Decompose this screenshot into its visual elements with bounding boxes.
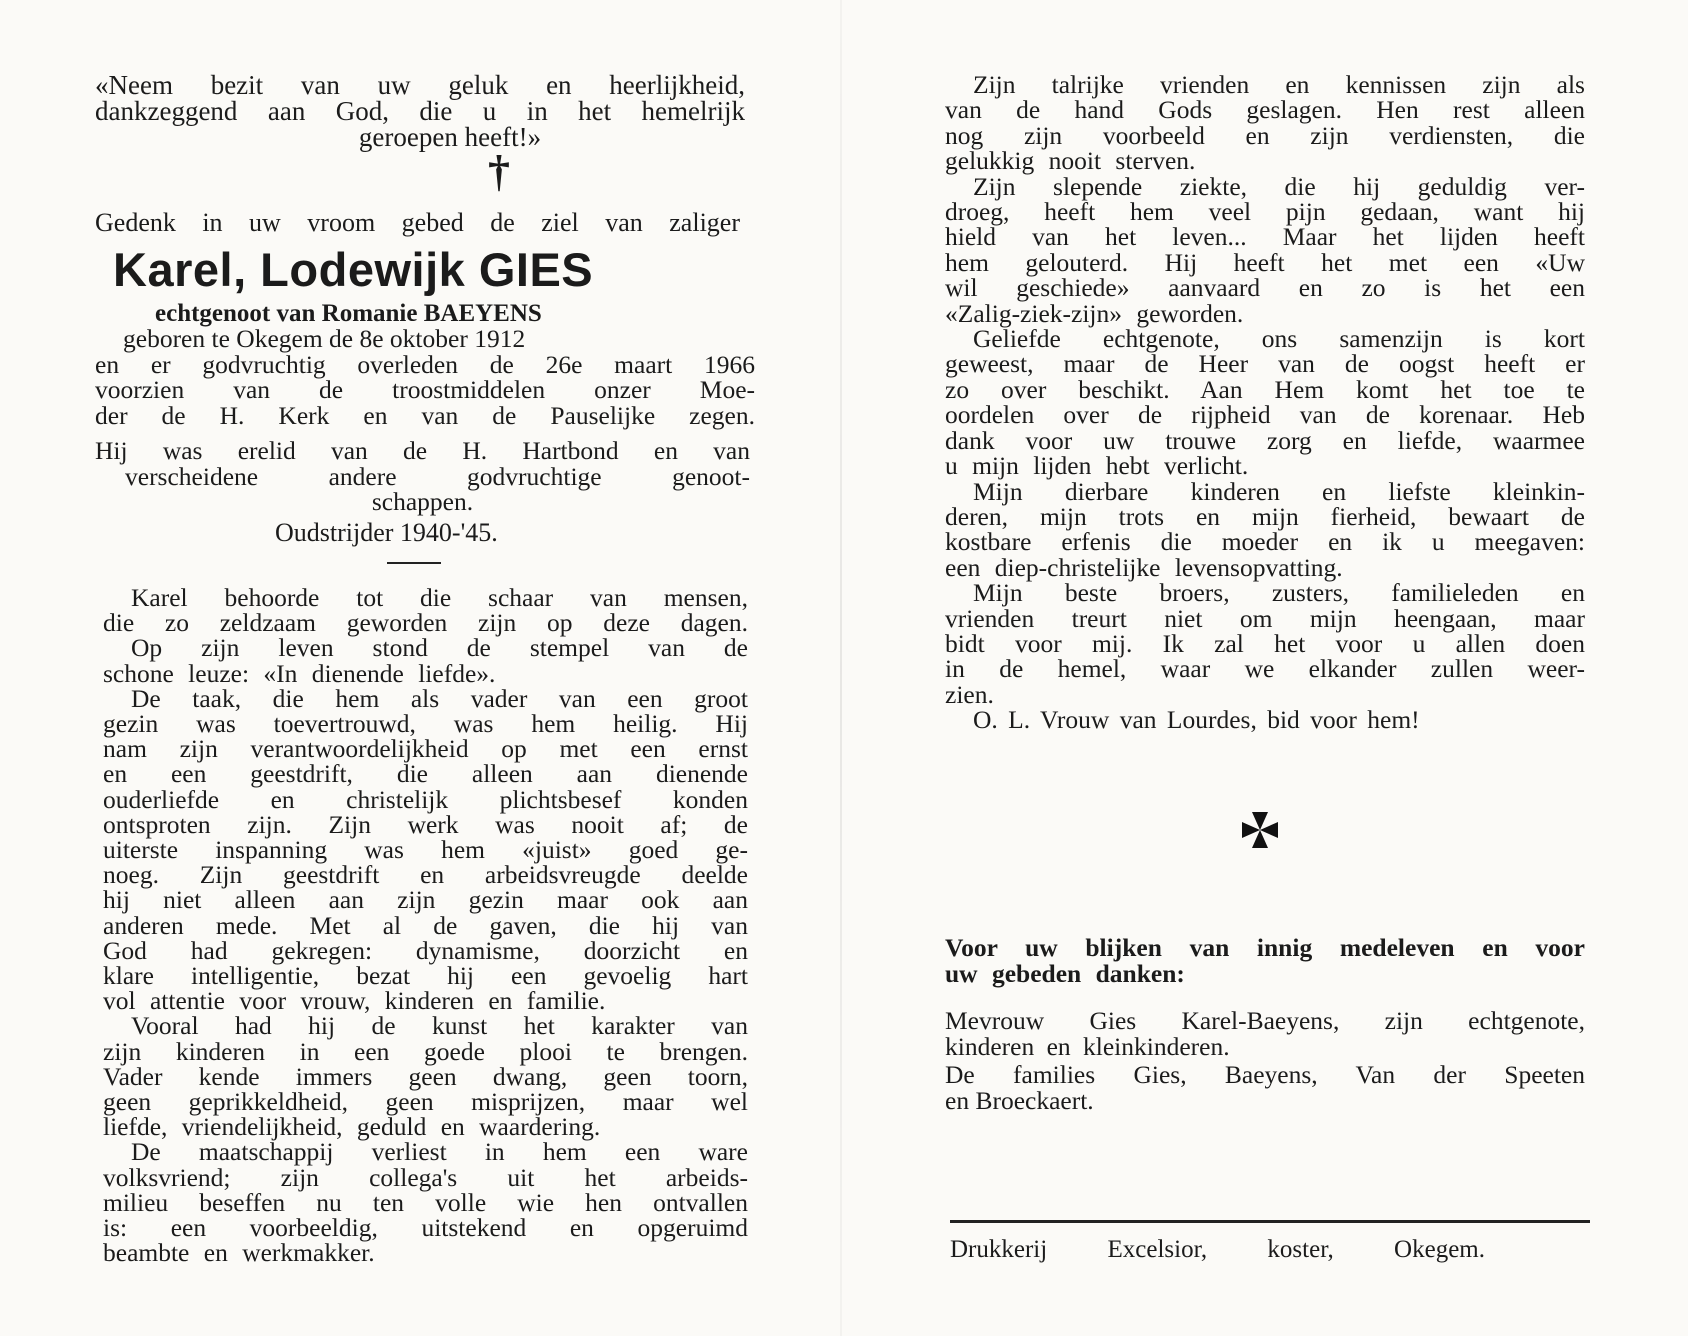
text-line: God had gekregen: dynamisme, doorzicht en <box>103 935 748 965</box>
erelid-line: verscheidene andere godvruchtige genoot- <box>125 461 750 491</box>
text-line: anderen mede. Met al de gaven, die hij van <box>103 910 748 940</box>
text-line: ouderliefde en christelijk plichtsbesef konden <box>103 784 748 814</box>
thanks-heading-line: Voor uw blijken van innig medeleven en voor <box>945 933 1585 962</box>
text-line: is: een voorbeeldig, uitstekend en opgeruimd <box>103 1213 748 1243</box>
card-fold <box>840 0 842 1336</box>
text-line: Mijn beste broers, zusters, familieleden en <box>973 578 1585 608</box>
text-line: een diep-christelijke levensopvatting. <box>945 552 1343 582</box>
text-line: beambte en werkmakker. <box>103 1238 375 1268</box>
text-line: in de hemel, waar we elkander zullen weer- <box>945 654 1585 684</box>
text-line: oordelen over de rijpheid van de korenaar. Heb <box>945 400 1585 430</box>
text-line: Geliefde echtgenote, ons samenzijn is kort <box>973 324 1585 354</box>
text-line: schone leuze: «In dienende liefde». <box>103 658 496 688</box>
quote-line: «Neem bezit van uw geluk en heerlijkheid, <box>95 70 745 100</box>
opening-quote <box>95 72 745 150</box>
thanks-families-block <box>945 1062 1585 1113</box>
text-line: geen geprikkeldheid, geen misprijzen, maar wel <box>103 1087 748 1117</box>
text-line: klare intelligentie, bezat hij een gevoelig hart <box>103 961 748 991</box>
text-line: geweest, maar de Heer van de oogst heeft er <box>945 349 1585 379</box>
text-line: die zo zeldzaam geworden zijn op deze dagen. <box>103 608 748 638</box>
text-line: hij niet alleen aan zijn gezin maar ook aan <box>103 885 748 915</box>
spouse-line: echtgenoot van Romanie BAEYENS <box>155 300 542 327</box>
text-line: Vader kende immers geen dwang, geen toorn, <box>103 1061 748 1091</box>
text-line: droeg, heeft hem veel pijn gedaan, want hij <box>945 197 1585 227</box>
text-line: hem gelouterd. Hij heeft het met een «Uw <box>945 247 1585 277</box>
text-line: dank voor uw trouwe zorg en liefde, waarmee <box>945 425 1585 455</box>
erelid-line: schappen. <box>371 487 474 517</box>
text-line: uiterste inspanning was hem «juist» goed ge- <box>103 835 748 865</box>
text-line: zijn kinderen in een goede plooi te brengen. <box>103 1036 748 1066</box>
text-line: liefde, vriendelijkheid, geduld en waardering. <box>103 1112 601 1142</box>
born-line: der de H. Kerk en van de Pauselijke zegen. <box>95 400 755 430</box>
text-line: en een geestdrift, die alleen aan dienende <box>103 759 748 789</box>
text-line: Op zijn leven stond de stempel van de <box>131 633 748 663</box>
text-line: milieu beseffen nu ten volle wie hen ontvallen <box>103 1187 748 1217</box>
erelid-line: Hij was erelid van de H. Hartbond en van <box>95 436 750 465</box>
thanks-line: Mevrouw Gies Karel-Baeyens, zijn echtgenote, <box>945 1006 1585 1035</box>
text-line: kostbare erfenis die moeder en ik u meegaven: <box>945 527 1585 557</box>
text-line: van de hand Gods geslagen. Hen rest alleen <box>945 95 1585 125</box>
biography <box>103 583 748 1268</box>
text-line: ontsproten zijn. Zijn werk was nooit af; de <box>103 809 748 839</box>
printer-rule <box>950 1220 1590 1223</box>
born-line: voorzien van de troostmiddelen onzer Moe- <box>95 375 755 405</box>
quote-line: geroepen heeft!» <box>358 122 542 152</box>
quote-line: dankzeggend aan God, die u in het hemelrijk <box>95 96 745 126</box>
thanks-heading-line: uw gebeden danken: <box>945 959 1185 988</box>
membership-block <box>95 438 750 515</box>
text-line: u mijn lijden hebt verlicht. <box>945 451 1249 481</box>
text-line: bidt voor mij. Ik zal het voor u allen doen <box>945 628 1585 658</box>
thanks-line: en Broeckaert. <box>945 1085 1094 1115</box>
text-line: O. L. Vrouw van Lourdes, bid voor hem! <box>973 705 1420 735</box>
text-line: De taak, die hem als vader van een groot <box>131 683 748 713</box>
text-line: nog zijn voorbeeld en zijn verdiensten, die <box>945 120 1585 150</box>
thanks-spouse-block <box>945 1008 1585 1059</box>
text-line: deren, mijn trots en mijn fierheid, bewaart de <box>945 501 1585 531</box>
text-line: Vooral had hij de kunst het karakter van <box>131 1011 748 1041</box>
text-line: Mijn dierbare kinderen en liefste kleinkin- <box>973 476 1585 506</box>
text-line: Zijn slepende ziekte, die hij geduldig ver- <box>973 171 1585 201</box>
text-line: Zijn talrijke vrienden en kennissen zijn als <box>973 70 1585 99</box>
text-line: gelukkig nooit sterven. <box>945 146 1196 176</box>
text-line: vrienden treurt niet om mijn heengaan, maar <box>945 603 1585 633</box>
text-line: wil geschiede» aanvaard en zo is het een <box>945 273 1585 303</box>
text-line: volksvriend; zijn collega's uit het arbeids- <box>103 1162 748 1192</box>
born-line: geboren te Okegem de 8e oktober 1912 <box>123 324 526 353</box>
gedenk-line: Gedenk in uw vroom gebed de ziel van zaliger <box>95 208 740 237</box>
thanks-line: De families Gies, Baeyens, Van der Speeten <box>945 1060 1585 1089</box>
iron-cross-icon <box>1240 810 1280 850</box>
born-line: en er godvruchtig overleden de 26e maart 1966 <box>95 349 755 379</box>
veteran-line: Oudstrijder 1940-'45. <box>275 518 498 547</box>
text-line: nam zijn verantwoordelijkheid op met een ernst <box>103 734 748 764</box>
thanks-line: kinderen en kleinkinderen. <box>945 1031 1230 1061</box>
text-line: hield van het leven... Maar het lijden heeft <box>945 222 1585 252</box>
birth-death-block <box>95 326 755 428</box>
text-line: zo over beschikt. Aan Hem komt het toe te <box>945 374 1585 404</box>
separator-line <box>387 562 441 564</box>
farewell-text <box>945 72 1585 733</box>
text-line: noeg. Zijn geestdrift en arbeidsvreugde deelde <box>103 860 748 890</box>
text-line: De maatschappij verliest in hem een ware <box>131 1137 748 1167</box>
deceased-name: Karel, Lodewijk GIES <box>113 243 594 296</box>
printer-line: Drukkerij Excelsior, koster, Okegem. <box>950 1236 1485 1263</box>
text-line: «Zalig-ziek-zijn» geworden. <box>945 298 1244 328</box>
thanks-heading <box>945 935 1585 987</box>
text-line: vol attentie voor vrouw, kinderen en familie. <box>103 986 606 1016</box>
text-line: zien. <box>945 679 994 709</box>
text-line: gezin was toevertrouwd, was hem heilig. Hij <box>103 709 748 739</box>
text-line: Karel behoorde tot die schaar van mensen, <box>131 583 748 612</box>
cross-icon: † <box>488 147 510 196</box>
